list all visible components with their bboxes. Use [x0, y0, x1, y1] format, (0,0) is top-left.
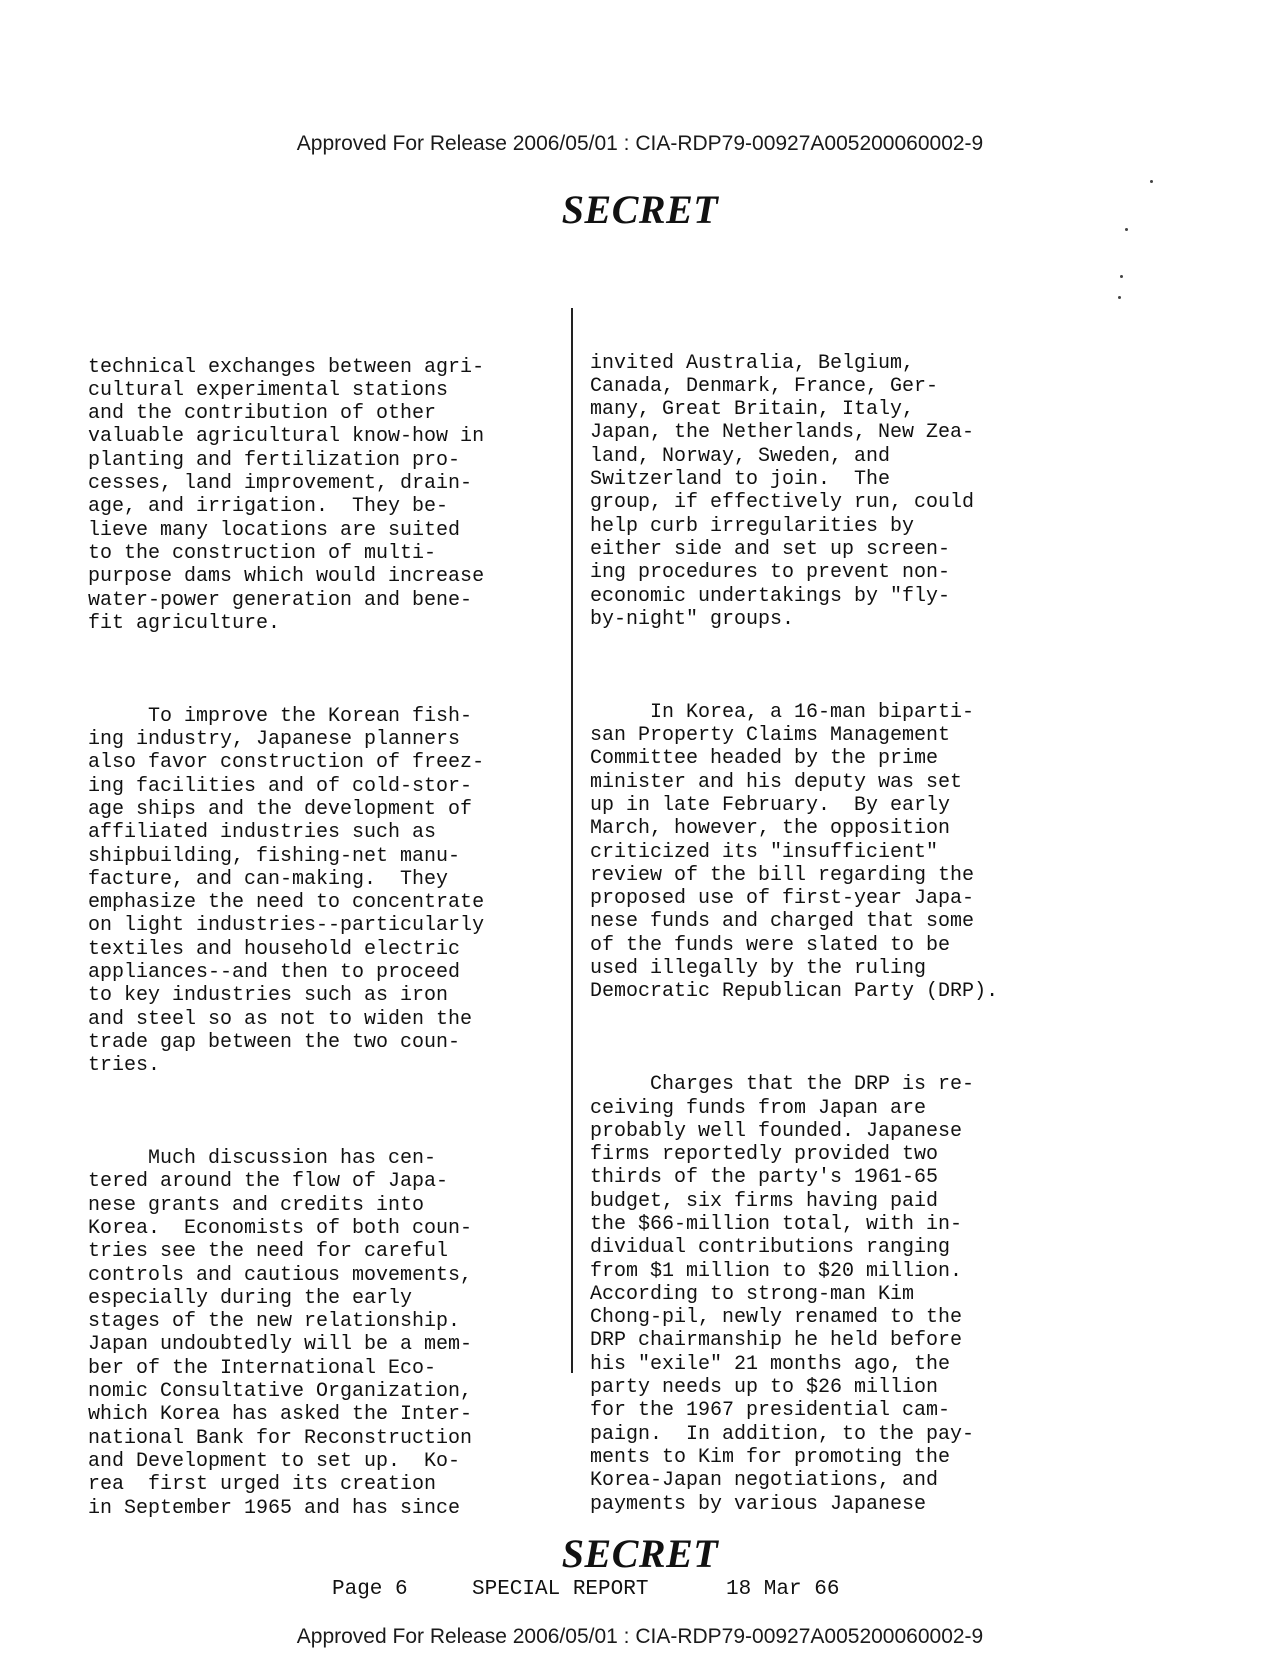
right-paragraph-3: Charges that the DRP is re- ceiving funds from Japan are probably well founded. Japanese firms reportedly provided two thirds of the party's 1961-65 budget, six firms having paid the $66-million total, with in- dividual contributions ranging from $1 million to $20 million. According to strong-man Kim Chong-pil, newly renamed to the DRP chairmanship he held before his "exile" 21 months ago, the party needs up to $26 million for the 1967 presidential cam- paign. In addition, to the pay- ments to Kim for promoting the Korea-Japan negotiations, and payments by various Japanese — [590, 1073, 975, 1516]
left-column — [88, 309, 568, 1566]
page-number: Page 6 — [332, 1578, 408, 1601]
right-paragraph-1: invited Australia, Belgium, Canada, Denmark, France, Ger- many, Great Britain, Italy, Japan, the Netherlands, New Zea- land, Norway, Sweden, and Switzerland to join. The group, if effectively run, could help curb irregularities by either side and set up screen- ing procedures to prevent non- economic undertakings by "fly- by-night" groups. — [590, 351, 975, 631]
left-paragraph-2: To improve the Korean fish- ing industry, Japanese planners also favor construction of freez- ing facilities and of cold-stor- age ships and the development of affiliated industries such as shipbuilding, fishing-net manu- facture, and can-making. They emphasize the need to concentrate on light industries--particularly textiles and household electric appliances--and then to proceed to key industries such as iron and steel so as not to widen the trade gap between the two coun- tries. — [88, 704, 485, 1078]
approval-stamp-bottom: Approved For Release 2006/05/01 : CIA-RDP79-00927A005200060002-9 — [296, 1625, 984, 1648]
right-column — [590, 305, 1070, 1562]
left-paragraph-1: technical exchanges between agri- cultural experimental stations and the contribution of other valuable agricultural know-how in planting and fertilization pro- cesses, land improvement, drain- age, and irrigation. They be- lieve many locations are suited to the construction of multi- purpose dams which would increase water-power generation and bene- fit agriculture. — [88, 355, 485, 635]
scan-speck — [1118, 296, 1121, 299]
scan-speck — [1125, 228, 1128, 231]
left-paragraph-3: Much discussion has cen- tered around the flow of Japa- nese grants and credits into Korea. Economists of both coun- tries see the need for careful controls and cautious movements, especially during the early stages of the new relationship. Japan undoubtedly will be a mem- ber of the International Eco- nomic Consultative Organization, which Korea has asked the Inter- national Bank for Reconstruction and Development to set up. Ko- rea first urged its creation in September 1965 and has since — [88, 1147, 473, 1520]
scan-speck — [1150, 180, 1153, 183]
report-date: 18 Mar 66 — [726, 1578, 840, 1601]
column-divider — [571, 308, 573, 1373]
report-type: SPECIAL REPORT — [472, 1578, 649, 1601]
classification-top: SECRET — [561, 187, 719, 232]
scan-speck — [1120, 275, 1123, 278]
classification-bottom: SECRET — [561, 1531, 719, 1576]
approval-stamp-top: Approved For Release 2006/05/01 : CIA-RDP79-00927A005200060002-9 — [296, 132, 984, 155]
right-paragraph-2: In Korea, a 16-man biparti- san Property Claims Management Committee headed by the prime minister and his deputy was set up in late February. By early March, however, the opposition criticized its "insufficient" review of the bill regarding the proposed use of first-year Japa- nese funds and charged that some of the funds were slated to be used illegally by the ruling Democratic Republican Party (DRP). — [590, 700, 999, 1004]
